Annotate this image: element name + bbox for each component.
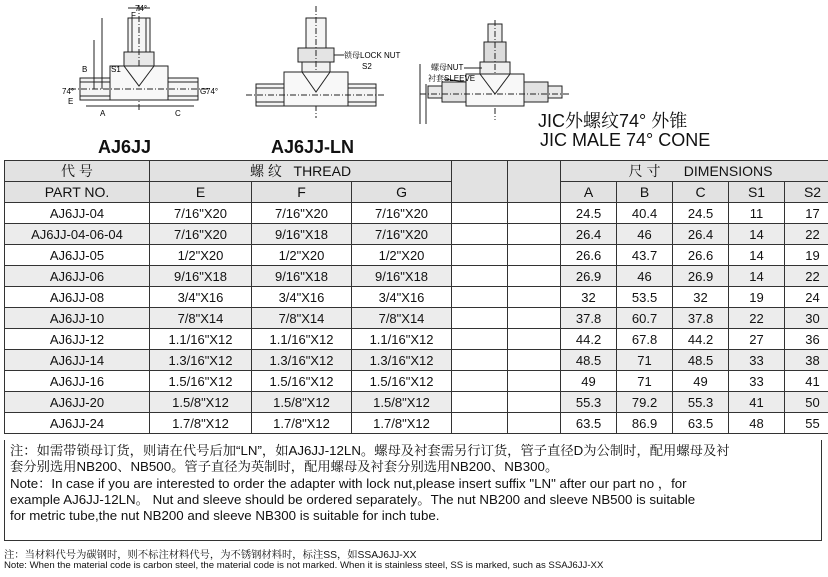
angle-label-left: 74° [62, 87, 75, 96]
cell-f: 1.5/8"X12 [252, 392, 352, 413]
cell-blank [452, 266, 508, 287]
table-row [5, 203, 828, 224]
note-en-line-2: example AJ6JJ-12LN。 Nut and sleeve should be ordered separately。The nut NB200 and sleeve NB500 is suitable [10, 491, 696, 507]
cell-g: 1.3/16"X12 [352, 350, 452, 371]
cell-a: 26.4 [561, 224, 617, 245]
cell-a: 24.5 [561, 203, 617, 224]
cell-blank [508, 203, 561, 224]
table-row [5, 224, 828, 245]
cell-b: 71 [617, 371, 673, 392]
cell-s1: 33 [729, 371, 785, 392]
cone-title-zh: JIC外螺纹74° 外锥 [538, 111, 688, 131]
cell-part: AJ6JJ-04-06-04 [5, 224, 150, 245]
cell-blank [508, 350, 561, 371]
cell-blank [452, 371, 508, 392]
cell-s1: 22 [729, 308, 785, 329]
cell-s1: 14 [729, 224, 785, 245]
cell-e: 1.1/16"X12 [150, 329, 252, 350]
cell-part: AJ6JJ-06 [5, 266, 150, 287]
cell-blank [452, 224, 508, 245]
cell-s2: 19 [785, 245, 828, 266]
cell-b: 40.4 [617, 203, 673, 224]
cell-b: 67.8 [617, 329, 673, 350]
angle-label-right: 74° [206, 87, 219, 96]
cell-c: 44.2 [673, 329, 729, 350]
cell-part: AJ6JJ-16 [5, 371, 150, 392]
cell-s1: 11 [729, 203, 785, 224]
cell-blank [452, 308, 508, 329]
table-row [5, 329, 828, 350]
lock-nut-label: 锁母LOCK NUT [344, 51, 401, 60]
cell-e: 7/16"X20 [150, 224, 252, 245]
cell-b: 53.5 [617, 287, 673, 308]
table-row [5, 245, 828, 266]
cell-e: 1.7/8"X12 [150, 413, 252, 434]
cell-s2: 38 [785, 350, 828, 371]
cell-b: 46 [617, 266, 673, 287]
cell-g: 1/2"X20 [352, 245, 452, 266]
dim-label-f: F [131, 11, 136, 20]
angle-label-top: 74° [135, 4, 148, 13]
cell-blank [508, 371, 561, 392]
cell-b: 71 [617, 350, 673, 371]
cell-c: 26.4 [673, 224, 729, 245]
cell-b: 86.9 [617, 413, 673, 434]
header-col-s2: S2 [785, 182, 828, 203]
note-zh-line-1: 注：如需带锁母订货，则请在代号后加“LN”，如AJ6JJ-12LN。螺母及衬套需另行订货，管子直径D为公制时，配用螺母及衬 [10, 443, 730, 458]
cell-f: 7/16"X20 [252, 203, 352, 224]
cell-c: 26.6 [673, 245, 729, 266]
technical-drawings [0, 0, 828, 160]
cell-f: 1.3/16"X12 [252, 350, 352, 371]
cell-blank [452, 329, 508, 350]
header-thread [150, 161, 452, 182]
header-col-b: B [617, 182, 673, 203]
cell-s1: 41 [729, 392, 785, 413]
cell-part: AJ6JJ-05 [5, 245, 150, 266]
cell-s2: 50 [785, 392, 828, 413]
table-row [5, 392, 828, 413]
cell-blank [508, 392, 561, 413]
sleeve-label: 衬套SLEEVE [428, 74, 476, 83]
dim-label-s1: S1 [111, 65, 121, 74]
cell-g: 1.5/8"X12 [352, 392, 452, 413]
header-dim-en: DIMENSIONS [683, 163, 773, 179]
cell-e: 3/4"X16 [150, 287, 252, 308]
header-part-zh: 代 号 [5, 161, 150, 182]
cell-e: 7/16"X20 [150, 203, 252, 224]
cell-s2: 22 [785, 224, 828, 245]
cell-s1: 48 [729, 413, 785, 434]
nut-label: 螺母NUT [431, 63, 464, 72]
cell-a: 32 [561, 287, 617, 308]
cell-s2: 24 [785, 287, 828, 308]
cell-g: 3/4"X16 [352, 287, 452, 308]
cell-g: 7/16"X20 [352, 203, 452, 224]
header-thread-en: THREAD [293, 163, 352, 179]
cell-b: 60.7 [617, 308, 673, 329]
header-part-en: PART NO. [5, 182, 150, 203]
cell-e: 7/8"X14 [150, 308, 252, 329]
cell-f: 1.7/8"X12 [252, 413, 352, 434]
cell-g: 1.5/16"X12 [352, 371, 452, 392]
header-col-a: A [561, 182, 617, 203]
footer-note-zh: 注：当材料代号为碳钢时，则不标注材料代号，为不锈钢材料时，标注SS，如SSAJ6JJ-XX [4, 550, 417, 561]
cell-blank [508, 413, 561, 434]
cell-blank [508, 224, 561, 245]
cell-c: 49 [673, 371, 729, 392]
notes-box [4, 440, 822, 541]
model-label-aj6jj-ln: AJ6JJ-LN [271, 137, 355, 157]
cell-blank [508, 308, 561, 329]
cell-s1: 33 [729, 350, 785, 371]
cell-s2: 22 [785, 266, 828, 287]
cell-blank [452, 245, 508, 266]
note-en-line-1: Note：In case if you are interested to order the adapter with lock nut,please insert suffix "LN" after our part no ，for [10, 475, 687, 491]
table-row [5, 350, 828, 371]
table-row [5, 371, 828, 392]
drawing-aj6jj [70, 5, 210, 110]
table-body [5, 203, 828, 434]
cell-s2: 36 [785, 329, 828, 350]
note-en-line-3: for metric tube,the nut NB200 and sleeve NB300 is suitable for inch tube. [10, 508, 440, 524]
cell-g: 1.1/16"X12 [352, 329, 452, 350]
cell-g: 7/8"X14 [352, 308, 452, 329]
cell-c: 48.5 [673, 350, 729, 371]
table-row [5, 287, 828, 308]
cell-f: 3/4"X16 [252, 287, 352, 308]
cell-c: 24.5 [673, 203, 729, 224]
cell-a: 26.6 [561, 245, 617, 266]
cell-s2: 17 [785, 203, 828, 224]
cell-blank [508, 329, 561, 350]
header-col-c: C [673, 182, 729, 203]
cell-blank [508, 287, 561, 308]
cell-blank [508, 245, 561, 266]
cell-e: 1.5/8"X12 [150, 392, 252, 413]
cell-a: 49 [561, 371, 617, 392]
cell-g: 7/16"X20 [352, 224, 452, 245]
header-dim-zh: 尺 寸 [628, 163, 661, 179]
header-row-en [5, 182, 828, 203]
header-col-e: E [150, 182, 252, 203]
table-row [5, 308, 828, 329]
cell-e: 1.5/16"X12 [150, 371, 252, 392]
cell-e: 9/16"X18 [150, 266, 252, 287]
cell-blank [452, 203, 508, 224]
cell-g: 1.7/8"X12 [352, 413, 452, 434]
cell-b: 46 [617, 224, 673, 245]
dim-label-a: A [100, 109, 106, 118]
cell-c: 63.5 [673, 413, 729, 434]
header-blank-1 [452, 161, 508, 203]
cell-a: 63.5 [561, 413, 617, 434]
cell-part: AJ6JJ-20 [5, 392, 150, 413]
header-row-zh [5, 161, 828, 182]
cell-a: 44.2 [561, 329, 617, 350]
header-thread-zh: 螺 纹 [249, 163, 282, 179]
cell-s1: 27 [729, 329, 785, 350]
cell-a: 55.3 [561, 392, 617, 413]
dim-label-e: E [68, 97, 74, 106]
cell-s2: 30 [785, 308, 828, 329]
cell-f: 7/8"X14 [252, 308, 352, 329]
header-col-s1: S1 [729, 182, 785, 203]
cell-part: AJ6JJ-24 [5, 413, 150, 434]
cell-s1: 14 [729, 266, 785, 287]
cell-c: 55.3 [673, 392, 729, 413]
cell-f: 9/16"X18 [252, 266, 352, 287]
dim-label-b: B [82, 65, 88, 74]
cell-e: 1.3/16"X12 [150, 350, 252, 371]
cell-c: 26.9 [673, 266, 729, 287]
cell-part: AJ6JJ-08 [5, 287, 150, 308]
cell-blank [452, 287, 508, 308]
spec-table [4, 160, 828, 434]
cell-blank [508, 266, 561, 287]
cell-c: 32 [673, 287, 729, 308]
cell-a: 37.8 [561, 308, 617, 329]
cell-a: 26.9 [561, 266, 617, 287]
cell-blank [452, 413, 508, 434]
cell-blank [452, 350, 508, 371]
cell-e: 1/2"X20 [150, 245, 252, 266]
cell-part: AJ6JJ-14 [5, 350, 150, 371]
cell-s1: 19 [729, 287, 785, 308]
model-label-aj6jj: AJ6JJ [98, 137, 152, 157]
cell-b: 79.2 [617, 392, 673, 413]
cell-blank [452, 392, 508, 413]
cell-b: 43.7 [617, 245, 673, 266]
cell-part: AJ6JJ-04 [5, 203, 150, 224]
cell-c: 37.8 [673, 308, 729, 329]
cell-f: 9/16"X18 [252, 224, 352, 245]
cell-f: 1.1/16"X12 [252, 329, 352, 350]
header-col-g: G [352, 182, 452, 203]
cell-g: 9/16"X18 [352, 266, 452, 287]
cell-s2: 41 [785, 371, 828, 392]
table-row [5, 266, 828, 287]
cell-s1: 14 [729, 245, 785, 266]
table-row [5, 413, 828, 434]
cell-f: 1/2"X20 [252, 245, 352, 266]
header-blank-2 [508, 161, 561, 203]
header-dimensions [561, 161, 828, 182]
note-zh-line-2: 套分别选用NB200、NB500。管子直径为英制时，配用螺母及衬套分别选用NB200、NB300。 [10, 459, 559, 475]
footer-note-en: Note: When the material code is carbon steel, the material code is not marked. When it is stainless steel, SS is marked, such as SSAJ6JJ-XX [4, 560, 604, 571]
cell-part: AJ6JJ-12 [5, 329, 150, 350]
cone-title-en: JIC MALE 74° CONE [540, 130, 711, 150]
dim-label-s2-a: S2 [362, 62, 372, 71]
cell-s2: 55 [785, 413, 828, 434]
cell-part: AJ6JJ-10 [5, 308, 150, 329]
header-col-f: F [252, 182, 352, 203]
dim-label-c: C [175, 109, 181, 118]
dim-label-g: G [200, 87, 207, 96]
cell-a: 48.5 [561, 350, 617, 371]
cell-f: 1.5/16"X12 [252, 371, 352, 392]
